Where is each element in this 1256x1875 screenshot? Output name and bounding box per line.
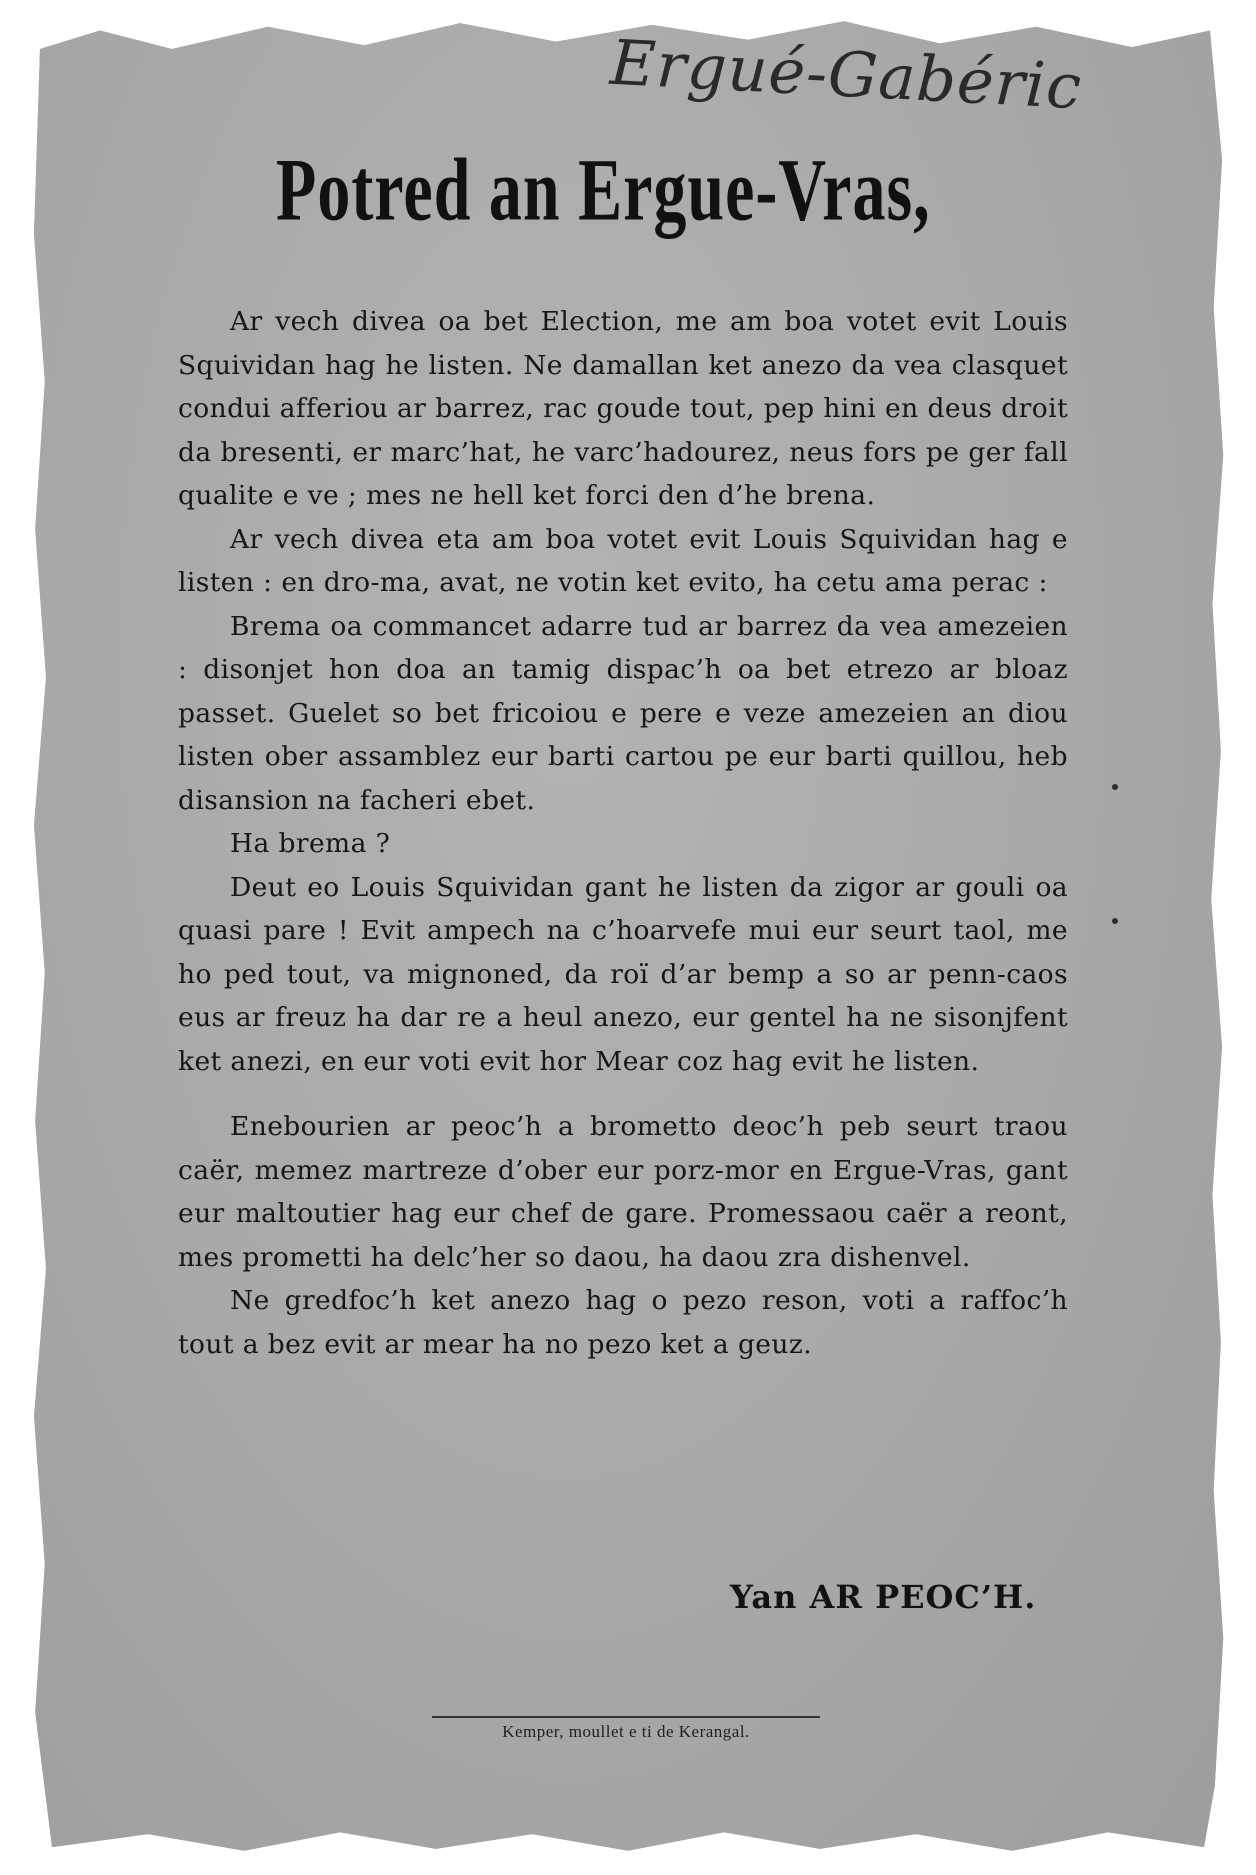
paragraph-5: Deut eo Louis Squividan gant he listen da zigor ar gouli oa quasi pare ! Evit ampech na c’hoarvefe mui eur seurt taol, me ho ped tout, va mignoned, da roï d’ar bemp a so ar penn-caos eus ar freuz ha dar re a heul anezo, eur gentel ha ne sisonjfent ket anezi, en eur voti evit hor Mear coz hag evit he listen. <box>178 871 1068 1077</box>
paragraph-3: Brema oa commancet adarre tud ar barrez da vea amezeien : disonjet hon doa an tamig dispac’h oa bet etrezo ar bloaz passet. Guelet so bet fricoiou e pere e veze amezeien an diou listen ober assamblez eur barti cartou pe eur barti quillou, heb disansion na facheri ebet. <box>178 610 1068 816</box>
handwritten-annotation: Ergué-Gabéric <box>608 25 1084 124</box>
paragraph-6: Enebourien ar peoc’h a brometto deoc’h peb seurt traou caër, memez martreze d’ober eur porz-mor en Ergue-Vras, gant eur maltoutier hag eur chef de gare. Promessaou caër a reont, mes prometti ha delc’her so daou, ha daou zra dishenvel. <box>178 1111 1068 1273</box>
paragraph-4: Ha brema ? <box>230 828 391 859</box>
printer-imprint: Kemper, moullet e ti de Kerangal. <box>502 1722 750 1741</box>
paragraph-2: Ar vech divea eta am boa votet evit Louis Squividan hag e listen : en dro-ma, avat, ne votin ket evito, ha cetu ama perac : <box>178 523 1068 598</box>
paper-speck <box>1112 784 1118 790</box>
signature: Yan AR PEOC’H. <box>730 1578 1037 1616</box>
imprint-divider <box>432 1716 820 1718</box>
paragraph-1: Ar vech divea oa bet Election, me am boa votet evit Louis Squividan hag he listen. Ne damallan ket anezo da vea clasquet condui afferiou ar barrez, rac goude tout, pep hini en deus droit da bresenti, er marc’hat, he varc’hadourez, neus fors pe ger fall qualite e ve ; mes ne hell ket forci den d’he brena. <box>178 306 1068 511</box>
poster-title: Potred an Ergue-Vras, <box>276 141 931 240</box>
paragraph-7: Ne gredfoc’h ket anezo hag o pezo reson, voti a raffoc’h tout a bez evit ar mear ha no pezo ket a geuz. <box>178 1285 1068 1360</box>
poster-body <box>178 300 1068 1366</box>
paper-speck <box>1112 918 1118 924</box>
